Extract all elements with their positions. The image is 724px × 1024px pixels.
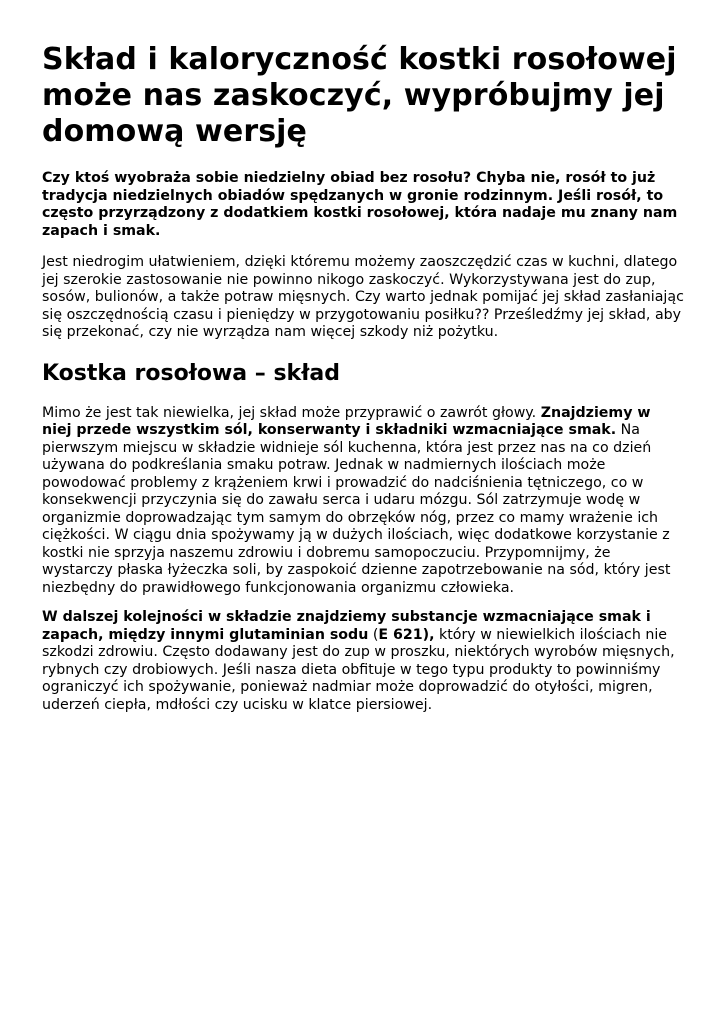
section-heading: Kostka rosołowa – skład xyxy=(42,360,340,386)
enhancers-highlight: W dalszej kolejności w składzie znajdziemy substancje wzmacniające smak i zapach, między innymi glutaminian sodu xyxy=(42,609,651,643)
intro-paragraph: Jest niedrogim ułatwieniem, dzięki któremu możemy zaoszczędzić czas w kuchni, dlatego jej szerokie zastosowanie nie powinno nikogo zaskoczyć. Wykorzystywana jest do zup, sosów, bulionów, a także potraw mięsnych. Czy warto jednak pomijać jej skład zasłaniając się oszczędnością czasu i pieniędzy w przygotowaniu posiłku?? Prześledźmy jej skład, aby się przekonać, czy nie wyrządza nam więcej szkody niż pożytku. xyxy=(42,254,684,340)
enhancers-paren: ( xyxy=(368,626,379,643)
article-lead: Czy ktoś wyobraża sobie niedzielny obiad bez rosołu? Chyba nie, rosół to już tradycja niedzielnych obiadów spędzanych w gronie rodzinnym. Jeśli rosół, to często przyrządzony z dodatkiem kostki rosołowej, która nadaje mu znany nam zapach i smak. xyxy=(42,170,678,239)
enhancers-text-rest: który w niewielkich ilościach nie szkodzi zdrowiu. Często dodawany jest do zup w proszku, niektórych wyrobów mięsnych, rybnych czy drobiowych. Jeśli nasza dieta obfituje w tego typu produkty to powinniśmy ograniczyć ich spożywanie, ponieważ nadmiar może doprowadzić do otyłości, migren, uderzeń ciepła, mdłości czy ucisku w klatce piersiowej. xyxy=(42,626,675,713)
enhancers-paragraph xyxy=(42,609,684,714)
composition-text-rest: Na pierwszym miejscu w składzie widnieje sól kuchenna, która jest przez nas na co dzień używana do podkreślania smaku potraw. Jednak w nadmiernych ilościach może powodować problemy z krążeniem krwi i prowadzić do nadciśnienia tętniczego, co w konsekwencji przyczynia się do zawału serca i udaru mózgu. Sól zatrzymuje wodę w organizmie doprowadzając tym samym do obrzęków nóg, przez co mamy wrażenie ich ciężkości. W ciągu dnia spożywamy ją w dużych ilościach, więc dodatkowe korzystanie z kostki nie sprzyja naszemu zdrowiu i dobremu samopoczuciu. Przypomnijmy, że wystarczy płaska łyżeczka soli, by zaspokoić dzienne zapotrzebowanie na sód, który jest niezbędny do prawidłowego funkcjonowania organizmu człowieka. xyxy=(42,422,671,596)
composition-text-start: Mimo że jest tak niewielka, jej skład może przyprawić o zawrót głowy. xyxy=(42,404,541,421)
article-title: Skład i kaloryczność kostki rosołowej może nas zaskoczyć, wypróbujmy jej domową wersję xyxy=(42,42,677,149)
composition-highlight: Znajdziemy w niej przede wszystkim sól, konserwanty i składniki wzmacniające smak. xyxy=(42,404,651,438)
e621-code: E 621), xyxy=(378,626,435,643)
composition-paragraph xyxy=(42,405,684,598)
